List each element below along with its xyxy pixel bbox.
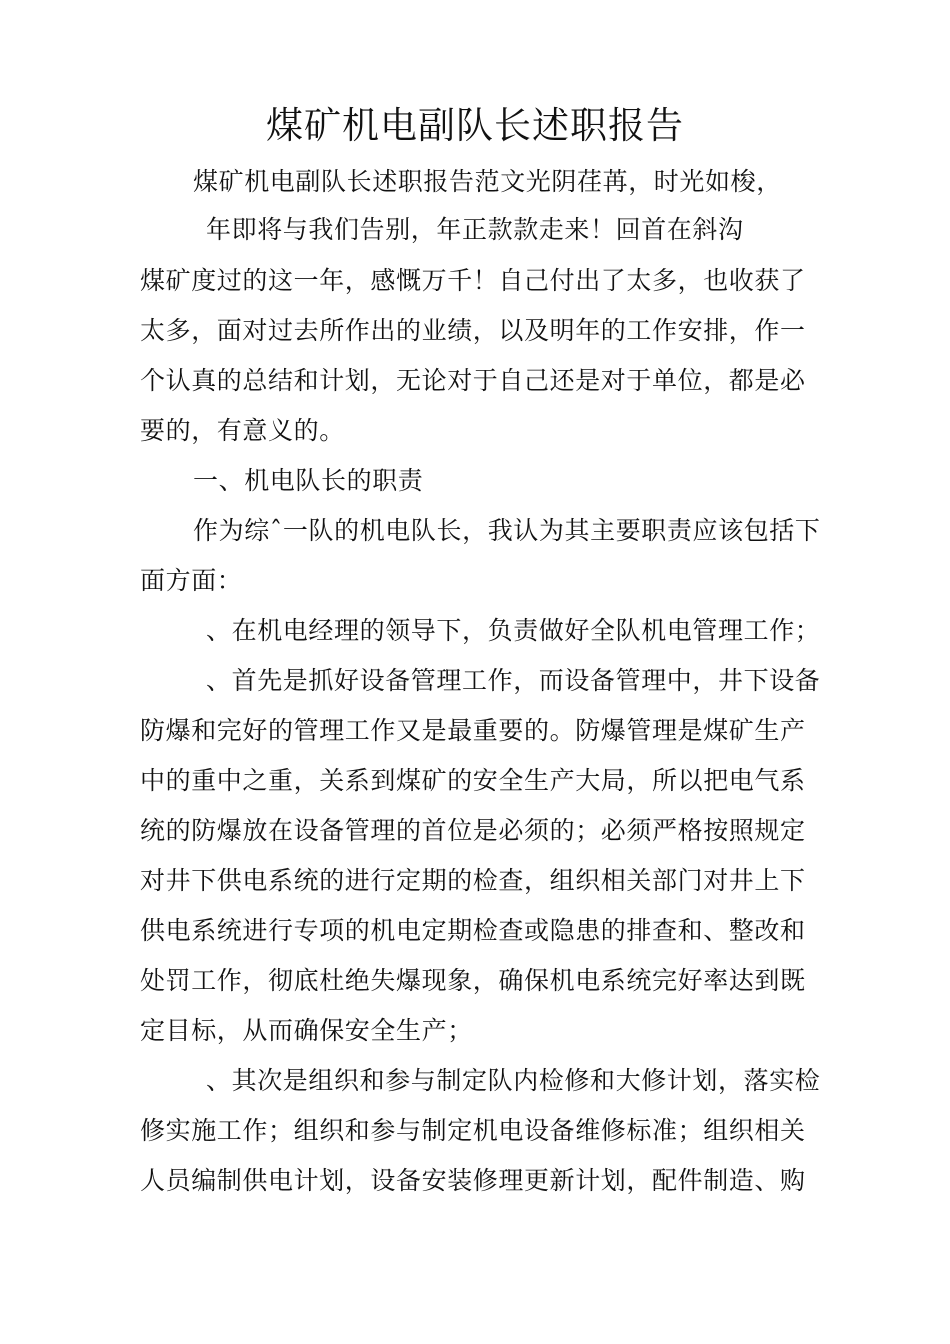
body-line-5: 个认真的总结和计划，无论对于自己还是对于单位，都是必	[140, 366, 806, 395]
body-line-6: 要的，有意义的。	[140, 416, 345, 445]
body-line-16: 供电系统进行专项的机电定期检查或隐患的排查和、整改和	[140, 916, 806, 945]
section-heading: 一、机电队长的职责	[193, 466, 424, 495]
body-line-8: 作为综ˆ一队的机电队长，我认为其主要职责应该包括下	[193, 516, 821, 545]
body-line-12: 防爆和完好的管理工作又是最重要的。防爆管理是煤矿生产	[140, 716, 806, 745]
body-line-3: 煤矿度过的这一年，感慨万千！自己付出了太多，也收获了	[140, 266, 806, 295]
body-line-2: 年即将与我们告别，年正款款走来！回首在斜沟	[206, 215, 744, 244]
body-line-17: 处罚工作，彻底杜绝失爆现象，确保机电系统完好率达到既	[140, 966, 806, 995]
body-line-4: 太多，面对过去所作出的业绩，以及明年的工作安排，作一	[140, 316, 806, 345]
body-line-11: 、首先是抓好设备管理工作，而设备管理中，井下设备	[206, 666, 821, 695]
body-line-9: 面方面：	[140, 566, 243, 595]
body-line-18: 定目标，从而确保安全生产；	[140, 1016, 473, 1045]
body-line-14: 统的防爆放在设备管理的首位是必须的；必须严格按照规定	[140, 816, 806, 845]
body-line-20: 修实施工作；组织和参与制定机电设备维修标准；组织相关	[140, 1116, 806, 1145]
body-line-1: 煤矿机电副队长述职报告范文光阴荏苒，时光如梭，	[193, 167, 782, 196]
body-line-13: 中的重中之重，关系到煤矿的安全生产大局，所以把电气系	[140, 766, 806, 795]
body-line-19: 、其次是组织和参与制定队内检修和大修计划，落实检	[206, 1066, 821, 1095]
body-line-21: 人员编制供电计划，设备安装修理更新计划，配件制造、购	[140, 1166, 806, 1195]
body-line-15: 对井下供电系统的进行定期的检查，组织相关部门对井上下	[140, 866, 806, 895]
body-line-10: 、在机电经理的领导下，负责做好全队机电管理工作；	[206, 616, 821, 645]
document-title: 煤矿机电副队长述职报告	[266, 104, 684, 147]
